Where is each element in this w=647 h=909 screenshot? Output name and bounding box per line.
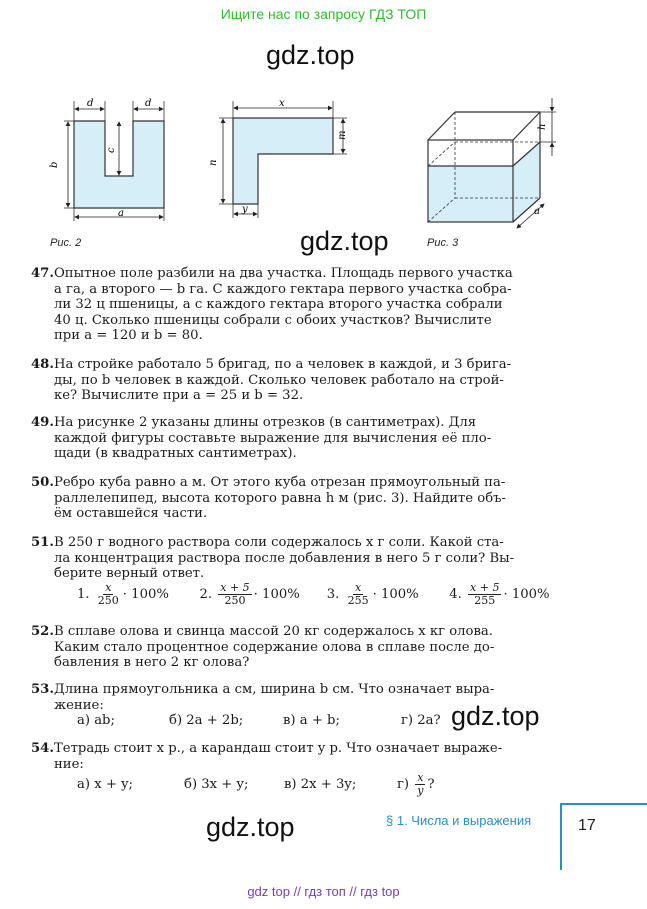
problem-54-options — [77, 772, 497, 797]
option-2: 2. $\frac{x + 5}{250}$ · 100% — [199, 581, 300, 607]
top-banner[interactable]: Ищите нас по запросу ГДЗ ТОП — [220, 6, 427, 22]
figure-2 — [44, 96, 184, 231]
problem-54: 54.Тетрадь стоит x р., а карандаш стоит y р. Что означает выраже- ние: — [31, 741, 503, 772]
watermark: gdz.top — [451, 701, 540, 731]
option-g: г) $\frac{x}{y}$ ? — [397, 771, 435, 797]
problem-51: 51.В 250 г водного раствора соли содержалось x г соли. Какой ста- ла концентрация раствора после добавления в него 5 г соли? Вы- берите верный ответ. — [31, 535, 515, 582]
figure-3-cube — [420, 92, 570, 232]
option-v: в) a + b; — [283, 713, 340, 728]
option-1: 1. $\frac{x}{250}$ · 100% — [77, 581, 169, 607]
label-a3: a — [534, 206, 540, 217]
option-b: б) 3x + y; — [184, 776, 249, 792]
label-a: a — [118, 208, 124, 219]
option-v: в) 2x + 3y; — [284, 776, 357, 792]
problem-52: 52.В сплаве олова и свинца массой 20 кг содержалось x кг олова. Каким стало процентное содержание олова в сплаве после до- бавления в него 2 кг олова? — [31, 624, 495, 671]
problem-53: 53.Длина прямоугольника a см, ширина b см. Что означает выра- жение: — [31, 682, 495, 713]
option-b: б) 2a + 2b; — [169, 713, 244, 728]
problem-51-options — [77, 582, 557, 607]
problem-50: 50.Ребро куба равно a м. От этого куба отрезан прямоугольный па- раллелепипед, высота которого равна h м (рис. 3). Найдите объ- ём оставшейся части. — [31, 475, 507, 522]
problem-49: 49.На рисунке 2 указаны длины отрезков (в сантиметрах). Для каждой фигуры составьте выражение для вычисления её пло- щади (в квадратных сантиметрах). — [31, 415, 492, 462]
fig3-caption: Рис. 3 — [427, 237, 459, 249]
label-n: n — [208, 159, 219, 166]
problem-48: 48.На стройке работало 5 бригад, по a человек в каждой, и 3 брига- ды, по b человек в каждой. Сколько человек работало на строй- ке? Вычислите при a = 25 и b = 32. — [31, 357, 512, 404]
page-number: 17 — [578, 817, 596, 834]
label-y: y — [242, 204, 248, 215]
label-c: c — [106, 147, 117, 153]
figure-l-shape — [205, 96, 355, 226]
option-3: 3. $\frac{x}{255}$ · 100% — [326, 581, 419, 607]
watermark: gdz.top — [300, 226, 389, 256]
divider — [560, 803, 562, 870]
label-d1: d — [87, 98, 94, 109]
label-h: h — [537, 123, 548, 130]
watermark: gdz.top — [266, 40, 355, 70]
option-a: а) x + y; — [77, 776, 133, 792]
label-x: x — [279, 98, 285, 109]
label-b: b — [49, 161, 60, 168]
option-4: 4. $\frac{x + 5}{255}$ · 100% — [449, 581, 550, 607]
label-m: m — [337, 130, 348, 140]
watermark: gdz.top — [206, 812, 295, 842]
option-a: а) ab; — [77, 713, 115, 728]
section-title: § 1. Числа и выражения — [386, 813, 532, 828]
bottom-banner[interactable]: gdz top // гдз топ // гдз top — [247, 884, 400, 899]
label-d2: d — [145, 98, 152, 109]
fig2-caption: Рис. 2 — [50, 237, 82, 249]
problem-47: 47.Опытное поле разбили на два участка. Площадь первого участка а га, а второго — b га. С каждого гектара первого участка собра- ли 32 ц пшеницы, а с каждого гектара второго участка собрали 40 ц. Сколько пшеницы собрали с обоих участков? Вычислите при a = 120 и b = 80. — [31, 266, 513, 344]
divider — [560, 803, 647, 805]
problem-53-options — [77, 713, 457, 729]
option-g: г) 2a? — [401, 713, 441, 728]
